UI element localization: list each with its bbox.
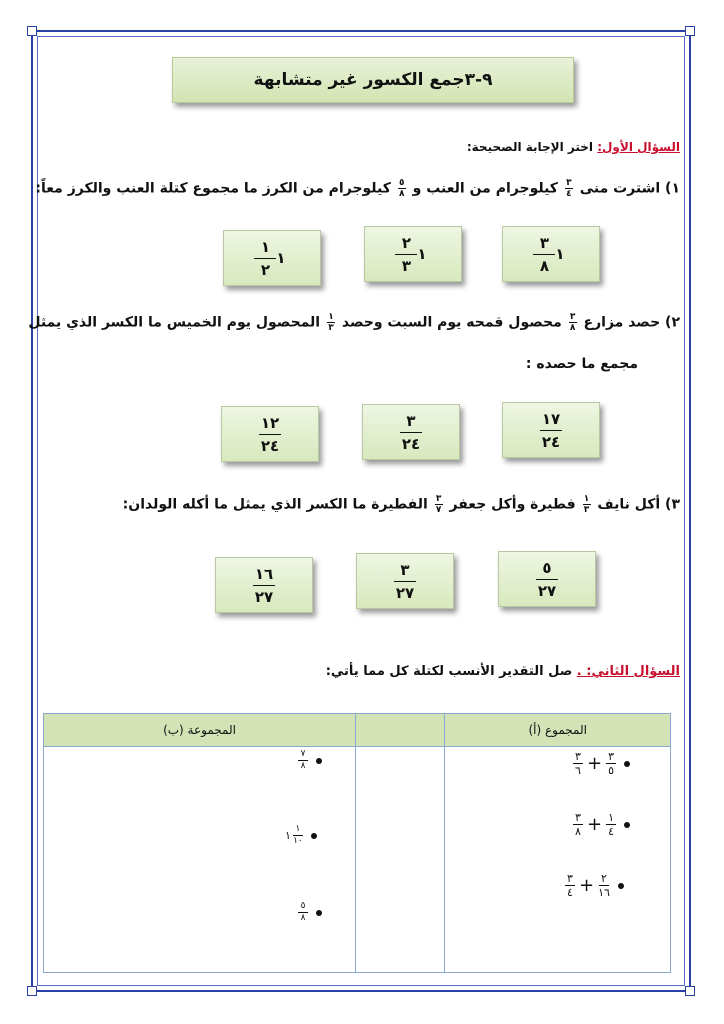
problem-1-part2: كيلوجرام من العنب و [412, 180, 558, 197]
problem-2-fraction-2 [327, 312, 335, 333]
problem-1-fraction-2 [398, 178, 406, 199]
problem-2-text [28, 312, 680, 333]
option-den: ٢٤ [401, 434, 421, 453]
group-b-item-1[interactable] [298, 750, 322, 771]
problem-1-part1: ١) اشترت منى [579, 180, 680, 197]
corner-ornament [27, 26, 37, 36]
option-whole: ١ [417, 245, 427, 263]
frac-den: ١٦ [598, 886, 610, 899]
frac-den: ٨ [569, 323, 576, 333]
frac-num: ٣ [575, 811, 581, 824]
lesson-title [172, 57, 574, 103]
q1-instruction: اختر الإجابة الصحيحة: [466, 140, 594, 154]
option-num: ١٧ [541, 409, 561, 428]
group-b-item-3[interactable] [298, 902, 322, 923]
problem-3-part2: فطيرة وأكل جعفر [449, 496, 576, 513]
option-den: ٢ [260, 260, 270, 279]
problem-3-part3: الفطيرة ما الكسر الذي يمثل ما أكله الولدان: [122, 496, 428, 513]
problem-2-line2-text: مجمع ما حصده : [525, 356, 638, 372]
frac-den: ٦ [575, 764, 581, 777]
frac-num: ٥ [399, 178, 405, 188]
problem-2-part1: ٢) حصد مزارع [583, 314, 680, 331]
bullet-icon [618, 883, 624, 889]
q1-heading [467, 140, 680, 154]
problem-2-fraction-1 [569, 312, 577, 333]
frac-num: ٧ [300, 749, 306, 759]
q2-instruction: صل التقدير الأنسب لكتلة كل مما يأتي: [325, 664, 573, 679]
option-den: ٢٤ [541, 432, 561, 451]
option-den: ٢٤ [260, 436, 280, 455]
frac-den: ٥ [608, 764, 615, 777]
group-b-cell [44, 747, 356, 973]
option-whole: ١ [276, 249, 286, 267]
plus-sign: + [579, 875, 595, 896]
corner-ornament [685, 986, 695, 996]
middle-header [356, 714, 445, 747]
group-a-item-3[interactable] [565, 873, 624, 898]
problem-2-part3: المحصول يوم الخميس ما الكسر الذي يمثل [28, 314, 321, 331]
problem-1-option-1[interactable] [502, 226, 600, 282]
bullet-icon [624, 761, 630, 767]
frac-den: ٤ [567, 886, 573, 899]
mixed-whole: ١ [285, 829, 291, 842]
problem-1-option-3[interactable] [223, 230, 321, 286]
problem-2-option-2[interactable] [362, 404, 460, 460]
frac-den: ٨ [399, 189, 405, 199]
frac-den: ٣ [583, 505, 590, 515]
problem-1-text [35, 178, 680, 199]
frac-den: ٨ [300, 761, 306, 771]
bullet-icon [624, 822, 630, 828]
option-num: ١٦ [254, 564, 274, 583]
q2-label: السؤال الثاني: . [576, 664, 680, 679]
frac-num: ٥ [300, 901, 306, 911]
frac-num: ٣ [435, 494, 442, 504]
frac-num: ٣ [575, 750, 581, 763]
plus-sign: + [587, 753, 603, 774]
problem-2-option-3[interactable] [221, 406, 319, 462]
option-num: ٣ [400, 560, 410, 579]
frac-num: ٣ [566, 178, 572, 188]
option-den: ٣ [401, 256, 411, 275]
q2-heading [326, 664, 680, 679]
option-num: ٢ [401, 233, 411, 252]
frac-den: ٤ [608, 825, 615, 838]
group-b-header: المجموعة (ب) [44, 714, 356, 747]
group-a-cell [445, 747, 671, 973]
option-num: ١ [260, 237, 270, 256]
group-b-item-2[interactable] [285, 825, 317, 846]
problem-2-option-1[interactable] [502, 402, 600, 458]
option-den: ٢٧ [254, 587, 274, 606]
problem-3-fraction-1 [583, 494, 591, 515]
problem-2-part2: محصول قمحه يوم السبت وحصد [341, 314, 562, 331]
frac-num: ٣ [569, 312, 576, 322]
option-num: ٣ [539, 233, 549, 252]
problem-3-option-2[interactable] [356, 553, 454, 609]
connector-cell[interactable] [356, 747, 445, 973]
group-a-item-1[interactable] [573, 751, 630, 776]
frac-num: ١ [608, 811, 615, 824]
frac-num: ١ [295, 824, 301, 834]
corner-ornament [27, 986, 37, 996]
problem-3-part1: ٣) أكل نايف [597, 496, 680, 513]
problem-3-option-3[interactable] [215, 557, 313, 613]
frac-num: ١ [328, 312, 334, 322]
option-den: ٨ [539, 256, 549, 275]
plus-sign: + [587, 814, 603, 835]
group-a-header: المجموع (أ) [445, 714, 671, 747]
option-whole: ١ [555, 245, 565, 263]
frac-num: ٣ [608, 750, 615, 763]
option-den: ٢٧ [537, 581, 557, 600]
frac-den: ٧ [435, 505, 442, 515]
group-a-item-2[interactable] [573, 812, 630, 837]
bullet-icon [311, 833, 317, 839]
frac-num: ٢ [601, 872, 607, 885]
option-num: ٣ [406, 411, 416, 430]
q1-label: السؤال الأول: [597, 140, 680, 154]
problem-2-line2 [526, 356, 638, 372]
frac-den: ١٠ [293, 836, 303, 846]
problem-3-option-1[interactable] [498, 551, 596, 607]
frac-den: ٨ [300, 913, 306, 923]
frac-den: ٨ [575, 825, 581, 838]
frac-num: ١ [583, 494, 590, 504]
problem-3-text [123, 494, 680, 515]
problem-1-fraction-1 [565, 178, 573, 199]
problem-1-option-2[interactable] [364, 226, 462, 282]
option-den: ٢٧ [395, 583, 415, 602]
frac-den: ٣ [328, 323, 334, 333]
frac-den: ٤ [566, 189, 572, 199]
bullet-icon [316, 910, 322, 916]
option-num: ٥ [542, 558, 552, 577]
frac-num: ٣ [567, 872, 573, 885]
corner-ornament [685, 26, 695, 36]
bullet-icon [316, 758, 322, 764]
option-num: ١٢ [260, 413, 280, 432]
problem-3-fraction-2 [435, 494, 443, 515]
problem-1-part3: كيلوجرام من الكرز ما مجموع كتلة العنب والكرز معاً: [35, 180, 391, 197]
lesson-title-text: ٩-٣جمع الكسور غير متشابهة [253, 70, 493, 90]
